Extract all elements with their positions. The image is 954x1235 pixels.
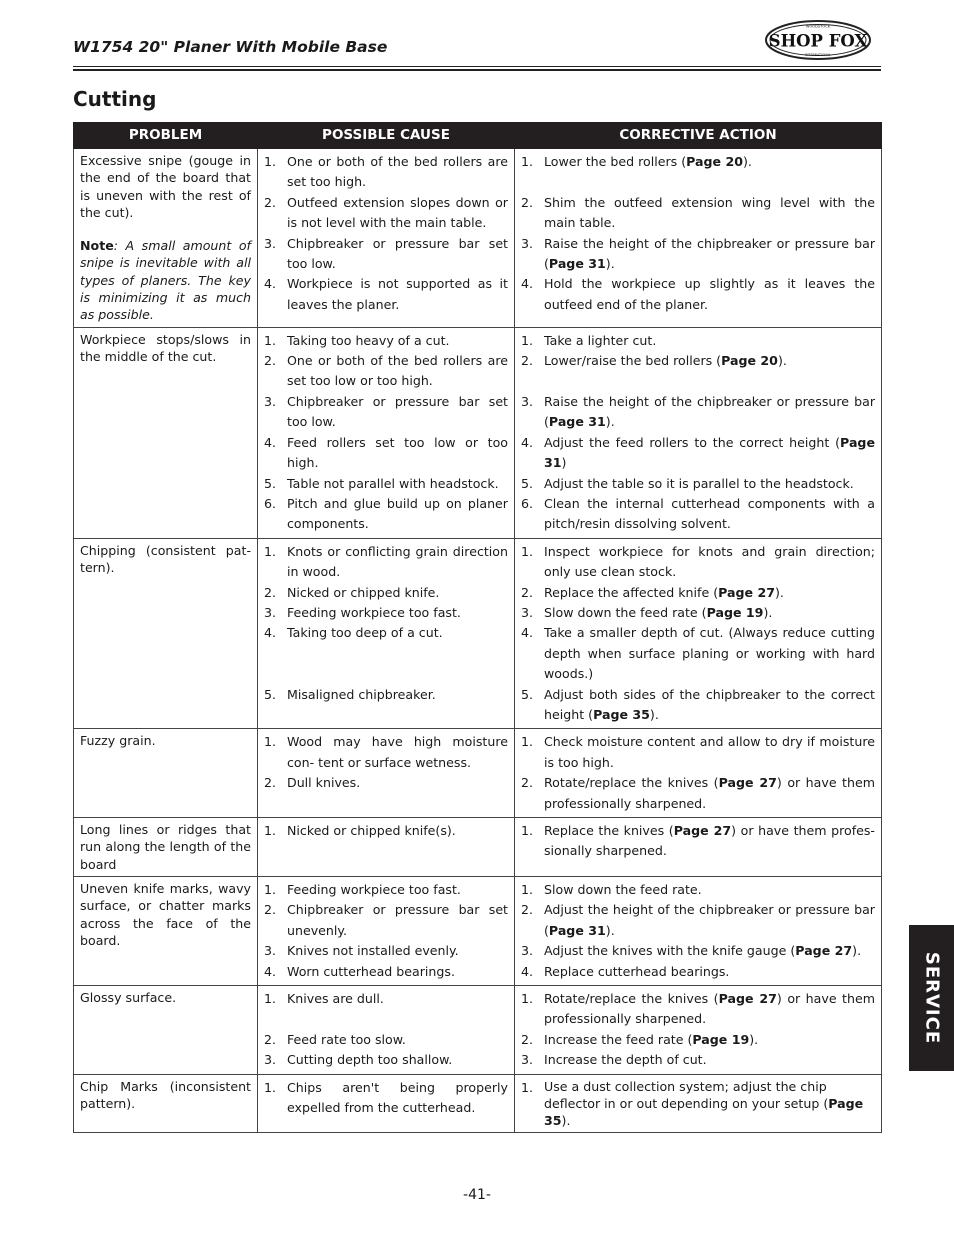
header-rule-thick [73, 69, 881, 71]
list-item [264, 941, 508, 961]
note-text: : A small amount of snipe is inevitable with all types of planers. The key is minimizing it as much as possible. [80, 238, 251, 323]
item-number: 2. [521, 353, 534, 369]
item-number: 6. [264, 495, 277, 511]
item-text: Replace cutterhead bearings. [544, 963, 730, 979]
item-number: 4. [521, 625, 534, 641]
table-row [74, 538, 882, 729]
item-number: 6. [521, 495, 534, 511]
note-label: Note [80, 238, 114, 254]
item-number: 1. [521, 332, 534, 348]
item-number: 2. [521, 1031, 534, 1047]
item-text: ). [561, 1112, 571, 1128]
list-item [264, 623, 508, 643]
column-header-action: CORRECTIVE ACTION [515, 123, 882, 149]
list-item [264, 193, 508, 234]
table-row [74, 876, 882, 985]
list-item [264, 152, 508, 193]
cause-cell [258, 149, 515, 328]
item-number: 2. [521, 584, 534, 600]
item-text: One or both of the bed rollers are set too high. [287, 154, 508, 190]
item-number: 4. [264, 434, 277, 450]
cause-cell [258, 538, 515, 729]
item-number: 4. [264, 276, 277, 292]
action-cell [515, 149, 882, 328]
item-number: 3. [521, 604, 534, 620]
page-reference: Page 31 [548, 256, 606, 272]
list-item [264, 583, 508, 603]
item-number: 2. [264, 584, 277, 600]
item-text: Adjust both sides of the chipbreaker to the correct height ( [544, 686, 875, 722]
item-text: Increase the feed rate ( [544, 1031, 693, 1047]
item-text: ). [743, 154, 752, 169]
problem-text: Long lines or ridges that run along the length of the board [80, 822, 251, 872]
item-number: 1. [264, 154, 277, 169]
item-text: ) or have them professionally sharpened. [544, 990, 875, 1027]
item-number: 1. [264, 543, 277, 559]
list-item [264, 494, 508, 535]
cause-cell [258, 876, 515, 985]
problem-text: Chipping (consistent pat- tern). [80, 542, 251, 576]
item-text: Chipbreaker or pressure bar set too low. [287, 393, 508, 430]
page-number: -41- [463, 1187, 491, 1203]
item-text: ). [763, 604, 773, 620]
list-item [264, 542, 508, 583]
problem-text: Glossy surface. [80, 989, 177, 1005]
item-number: 4. [264, 625, 277, 641]
table-row [74, 985, 882, 1074]
item-number: 2. [521, 194, 534, 210]
list-item [521, 494, 875, 535]
problem-cell [74, 1074, 258, 1132]
page-reference: Page 19 [692, 1031, 750, 1047]
table-row [74, 729, 882, 818]
item-number: 1. [264, 881, 277, 897]
item-number: 5. [521, 686, 534, 702]
list-item [264, 351, 508, 392]
item-text: Knots or conflicting grain direction in wood. [287, 543, 508, 580]
item-text: Knives are dull. [287, 990, 384, 1006]
item-text: Check moisture content and allow to dry if moisture is too high. [544, 734, 875, 770]
item-text: Adjust the knives with the knife gauge ( [544, 943, 796, 959]
item-text: Slow down the feed rate. [544, 881, 702, 897]
page-reference: Page 31 [544, 434, 875, 471]
service-tab-label: SERVICE [921, 951, 942, 1045]
list-item [521, 433, 875, 474]
item-text: Feeding workpiece too fast. [287, 604, 461, 620]
item-text: Wood may have high moisture con- tent or surface wetness. [287, 734, 508, 770]
item-number: 2. [264, 775, 277, 791]
item-number: 1. [264, 332, 277, 348]
item-text: ). [777, 353, 787, 369]
item-text: Table not parallel with headstock. [287, 475, 499, 491]
page-reference: Page 20 [686, 154, 744, 169]
action-cell [515, 818, 882, 877]
list-item [264, 685, 508, 705]
action-cell [515, 876, 882, 985]
problem-cell [74, 149, 258, 328]
item-text: ). [649, 706, 659, 722]
item-text: Raise the height of the chipbreaker or pressure bar ( [544, 393, 875, 430]
section-title: Cutting [73, 87, 157, 111]
item-text: Take a lighter cut. [544, 332, 657, 348]
list-item [521, 234, 875, 275]
column-header-cause: POSSIBLE CAUSE [258, 123, 515, 149]
item-text: ) [561, 455, 567, 471]
item-number: 1. [521, 734, 534, 750]
spacer [264, 1009, 508, 1029]
list-item [521, 773, 875, 814]
item-number: 4. [521, 963, 534, 979]
page-reference: Page 35 [593, 706, 650, 722]
page-reference: Page 27 [718, 775, 777, 791]
item-number: 1. [521, 823, 534, 839]
problem-cell [74, 729, 258, 818]
spacer [264, 644, 508, 685]
item-number: 3. [521, 235, 534, 251]
list-item [264, 433, 508, 474]
list-item [521, 821, 875, 862]
service-section-tab [909, 925, 954, 1071]
item-text: Outfeed extension slopes down or is not level with the main table. [287, 194, 508, 231]
list-item [521, 962, 875, 982]
list-item [521, 193, 875, 234]
item-text: Raise the height of the chipbreaker or pressure bar ( [544, 235, 875, 272]
list-item [264, 392, 508, 433]
list-item [521, 732, 875, 773]
item-text: Increase the depth of cut. [544, 1052, 707, 1068]
item-text: Adjust the table so it is parallel to the headstock. [544, 475, 854, 491]
table-row [74, 149, 882, 328]
item-text: Feed rollers set too low or too high. [287, 434, 508, 471]
item-text: Clean the internal cutterhead components with a pitch/resin dissolving solvent. [544, 495, 875, 532]
item-text: Adjust the feed rollers to the correct height ( [544, 434, 841, 450]
problem-text: Uneven knife marks, wavy surface, or chatter marks across the face of the board. [80, 880, 251, 948]
item-text: ) or have them profes- sionally sharpened. [544, 823, 875, 859]
item-text: Lower the bed rollers ( [544, 154, 687, 169]
list-item [521, 989, 875, 1030]
page-reference: Page 27 [718, 990, 777, 1006]
table-row [74, 327, 882, 538]
list-item [521, 274, 875, 315]
item-text: Feeding workpiece too fast. [287, 881, 461, 897]
problem-cell [74, 327, 258, 538]
item-text: Use a dust collection system; adjust the chip deflector in or out depending on your setup ( [544, 1078, 829, 1111]
list-item [264, 989, 508, 1009]
item-number: 2. [264, 902, 277, 918]
page-reference: Page 31 [548, 414, 606, 430]
item-number: 4. [264, 963, 277, 979]
header-rule-thin [73, 66, 881, 67]
item-text: Rotate/replace the knives ( [544, 775, 719, 791]
problem-text: Chip Marks (inconsistent pattern). [80, 1078, 251, 1111]
list-item [521, 152, 875, 172]
problem-cell [74, 538, 258, 729]
item-text: ) or have them professionally sharpened. [544, 775, 875, 811]
table-header-row [74, 123, 882, 149]
item-number: 1. [521, 990, 534, 1006]
item-text: One or both of the bed rollers are set too low or too high. [287, 353, 508, 389]
column-header-problem: PROBLEM [74, 123, 258, 149]
table-row [74, 1074, 882, 1132]
item-text: Inspect workpiece for knots and grain direction; only use clean stock. [544, 543, 875, 580]
item-text: Adjust the height of the chipbreaker or pressure bar ( [544, 902, 875, 938]
page-reference: Page 27 [718, 584, 775, 600]
item-number: 3. [521, 1052, 534, 1068]
item-number: 1. [521, 543, 534, 559]
cause-cell [258, 327, 515, 538]
page-reference: Page 27 [673, 823, 732, 839]
page-reference: Page 20 [721, 353, 778, 369]
item-number: 4. [521, 276, 534, 292]
spacer [521, 172, 875, 192]
item-number: 1. [521, 881, 534, 897]
list-item [264, 331, 508, 351]
item-text: Pitch and glue build up on planer components. [287, 495, 508, 532]
item-number: 2. [264, 1031, 277, 1047]
item-text: Chipbreaker or pressure bar set too low. [287, 235, 508, 272]
item-number: 3. [264, 604, 277, 620]
action-cell [515, 538, 882, 729]
item-number: 2. [521, 775, 534, 791]
list-item [521, 474, 875, 494]
item-text: ). [605, 922, 615, 938]
item-text: Dull knives. [287, 775, 361, 791]
list-item [264, 1030, 508, 1050]
list-item [264, 773, 508, 793]
item-number: 3. [264, 393, 277, 409]
list-item [521, 542, 875, 583]
item-text: Nicked or chipped knife. [287, 584, 440, 600]
item-text: ). [852, 943, 862, 959]
table-row [74, 818, 882, 877]
problem-text: Fuzzy grain. [80, 733, 156, 749]
item-text: ). [749, 1031, 759, 1047]
problem-cell [74, 985, 258, 1074]
list-item [521, 1030, 875, 1050]
list-item [264, 821, 508, 841]
list-item [521, 1078, 875, 1129]
item-text: Slow down the feed rate ( [544, 604, 707, 620]
item-text: ). [605, 256, 615, 272]
spacer [521, 371, 875, 391]
list-item [264, 1050, 508, 1070]
list-item [264, 732, 508, 773]
item-text: Worn cutterhead bearings. [287, 963, 455, 979]
page-reference: Page 31 [548, 922, 606, 938]
item-number: 5. [264, 475, 277, 491]
page-reference: Page 19 [706, 604, 764, 620]
item-text: Nicked or chipped knife(s). [287, 823, 456, 839]
item-text: Taking too heavy of a cut. [287, 332, 450, 348]
action-cell [515, 985, 882, 1074]
item-text: Misaligned chipbreaker. [287, 686, 436, 702]
cause-cell [258, 1074, 515, 1132]
item-number: 1. [264, 990, 277, 1006]
item-number: 2. [521, 902, 534, 918]
item-number: 3. [521, 393, 534, 409]
item-text: Replace the affected knife ( [544, 584, 719, 600]
item-number: 3. [264, 235, 277, 251]
list-item [264, 603, 508, 623]
item-number: 2. [264, 353, 277, 369]
list-item [521, 941, 875, 961]
list-item [521, 583, 875, 603]
item-text: Knives not installed evenly. [287, 943, 459, 959]
list-item [264, 474, 508, 494]
item-number: 1. [264, 734, 277, 750]
item-text: Take a smaller depth of cut. (Always reduce cutting depth when surface planing or working with hard woods.) [544, 625, 875, 682]
list-item [521, 603, 875, 623]
item-number: 3. [521, 943, 534, 959]
logo-top-text: WOODSTOCK [805, 24, 831, 29]
manual-title: W1754 20" Planer With Mobile Base [73, 38, 388, 56]
problem-note [80, 237, 251, 323]
list-item [521, 900, 875, 941]
page-reference: Page 35 [544, 1095, 864, 1128]
list-item [521, 331, 875, 351]
item-number: 3. [264, 1052, 277, 1068]
item-number: 5. [264, 686, 277, 702]
item-text: Chipbreaker or pressure bar set unevenly. [287, 902, 508, 938]
item-number: 1. [521, 154, 534, 169]
item-number: 2. [264, 194, 277, 210]
item-text: Rotate/replace the knives ( [544, 990, 719, 1006]
page-reference: Page 27 [795, 943, 853, 959]
item-number: 5. [521, 475, 534, 491]
item-text: ). [605, 414, 615, 430]
list-item [521, 351, 875, 371]
action-cell [515, 1074, 882, 1132]
list-item [521, 685, 875, 726]
item-text: Feed rate too slow. [287, 1031, 406, 1047]
list-item [264, 962, 508, 982]
shop-fox-logo [764, 19, 872, 61]
item-text: Taking too deep of a cut. [287, 625, 443, 641]
logo-bottom-text: INTERNATIONAL [805, 53, 831, 57]
item-text: Hold the workpiece up slightly as it leaves the outfeed end of the planer. [544, 276, 875, 312]
item-number: 4. [521, 434, 534, 450]
item-number: 3. [264, 943, 277, 959]
item-text: Chips aren't being properly expelled from the cutterhead. [287, 1079, 508, 1115]
item-number: 1. [521, 1079, 534, 1095]
item-text: Shim the outfeed extension wing level with the main table. [544, 194, 875, 231]
item-text: Cutting depth too shallow. [287, 1052, 453, 1068]
logo-text: SHOP FOX [768, 31, 868, 51]
list-item [521, 1050, 875, 1070]
item-text: ). [774, 584, 784, 600]
problem-cell [74, 818, 258, 877]
troubleshooting-table [73, 122, 882, 1133]
cause-cell [258, 818, 515, 877]
problem-text: Workpiece stops/slows in the middle of the cut. [80, 331, 251, 364]
list-item [264, 234, 508, 275]
list-item [264, 880, 508, 900]
problem-cell [74, 876, 258, 985]
cause-cell [258, 729, 515, 818]
list-item [264, 1078, 508, 1119]
list-item [264, 274, 508, 315]
list-item [521, 880, 875, 900]
item-text: Lower/raise the bed rollers ( [544, 353, 722, 369]
cause-cell [258, 985, 515, 1074]
action-cell [515, 729, 882, 818]
item-text: Replace the knives ( [544, 823, 674, 839]
item-number: 1. [264, 1079, 277, 1095]
list-item [264, 900, 508, 941]
list-item [521, 623, 875, 684]
item-number: 1. [264, 823, 277, 839]
action-cell [515, 327, 882, 538]
problem-text: Excessive snipe (gouge in the end of the board that is uneven with the rest of the cut). [80, 153, 251, 220]
list-item [521, 392, 875, 433]
item-text: Workpiece is not supported as it leaves the planer. [287, 276, 508, 312]
